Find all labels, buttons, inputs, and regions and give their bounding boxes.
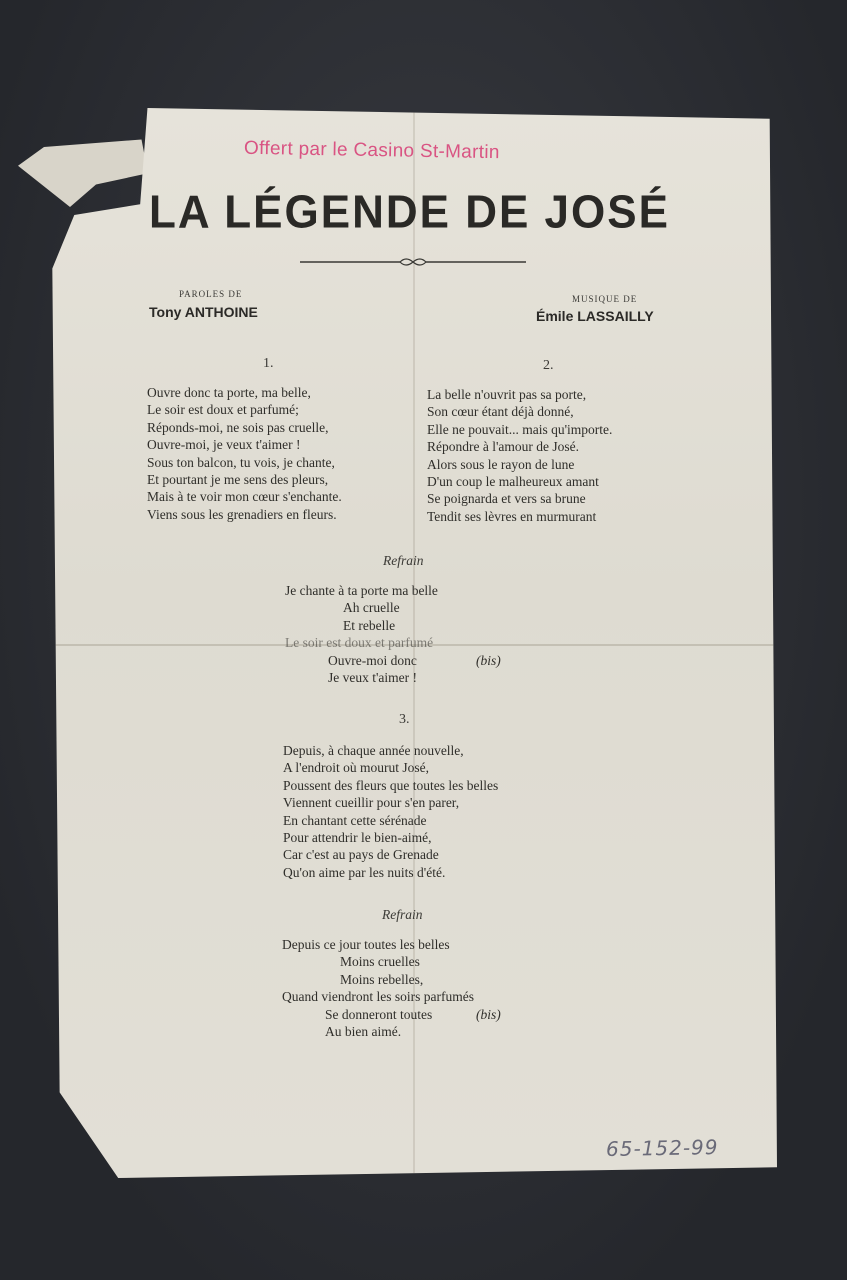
bis-marker: (bis)	[476, 1007, 501, 1022]
verse-line: Qu'on aime par les nuits d'été.	[283, 864, 446, 880]
verse-line: Depuis, à chaque année nouvelle,	[283, 743, 464, 758]
composer-name: Émile LASSAILLY	[536, 308, 654, 324]
refrain-line: Ouvre-moi donc	[328, 652, 417, 668]
verse-line: Viens sous les grenadiers en fleurs.	[147, 506, 337, 522]
bis-marker: (bis)	[476, 653, 501, 668]
verse-1	[147, 384, 342, 523]
verse-line: Mais à te voir mon cœur s'enchante.	[147, 489, 342, 505]
refrain-line: Et rebelle	[343, 617, 396, 633]
lyrics-label: PAROLES DE	[179, 289, 243, 299]
divider-ornament	[300, 256, 526, 268]
refrain-line: Le soir est doux et parfumé	[285, 635, 434, 651]
verse-1-number: 1.	[263, 356, 274, 371]
refrain-line: Se donneront toutes	[325, 1006, 433, 1022]
refrain-2-title: Refrain	[382, 907, 423, 922]
verse-line: Ouvre donc ta porte, ma belle,	[147, 385, 311, 400]
verse-line: A l'endroit où mourut José,	[283, 760, 430, 776]
verse-line: Ouvre-moi, je veux t'aimer !	[147, 437, 301, 453]
refrain-line: Au bien aimé.	[325, 1024, 402, 1040]
verse-line: En chantant cette sérénade	[283, 812, 427, 828]
verse-line: Pour attendrir le bien-aimé,	[283, 830, 432, 846]
refrain-2	[282, 936, 474, 1040]
verse-line: D'un coup le malheureux amant	[427, 474, 599, 490]
archive-number: 65-152-99	[605, 1135, 719, 1161]
verse-line: Viennent cueillir pour s'en parer,	[283, 795, 460, 811]
verse-line: Se poignarda et vers sa brune	[427, 491, 586, 507]
verse-2-number: 2.	[543, 358, 554, 373]
verse-3-number: 3.	[399, 712, 410, 727]
refrain-line: Quand viendront les soirs parfumés	[282, 989, 474, 1005]
verse-line: Alors sous le rayon de lune	[427, 456, 575, 472]
verse-line: Répondre à l'amour de José.	[427, 439, 580, 455]
verse-line: La belle n'ouvrit pas sa porte,	[427, 387, 587, 402]
verse-line: Réponds-moi, ne sois pas cruelle,	[147, 419, 329, 435]
refrain-line: Ah cruelle	[343, 600, 400, 616]
refrain-1	[285, 582, 438, 686]
refrain-line: Moins cruelles	[340, 954, 420, 970]
verse-2	[427, 386, 612, 525]
verse-line: Et pourtant je me sens des pleurs,	[147, 472, 329, 488]
verse-3	[283, 742, 498, 881]
refrain-line: Je chante à ta porte ma belle	[285, 583, 438, 598]
verse-line: Le soir est doux et parfumé;	[147, 402, 299, 418]
verse-line: Tendit ses lèvres en murmurant	[427, 508, 597, 524]
verse-line: Poussent des fleurs que toutes les belles	[283, 777, 499, 793]
refrain-line: Depuis ce jour toutes les belles	[282, 937, 450, 952]
verse-line: Elle ne pouvait... mais qu'importe.	[427, 421, 613, 437]
song-title: LA LÉGENDE DE JOSÉ	[149, 186, 670, 239]
refrain-line: Moins rebelles,	[340, 971, 424, 987]
refrain-1-title: Refrain	[383, 553, 424, 568]
pink-stamp: Offert par le Casino St-Martin	[243, 137, 500, 164]
music-label: MUSIQUE DE	[572, 294, 638, 304]
verse-line: Son cœur étant déjà donné,	[427, 404, 574, 420]
verse-line: Car c'est au pays de Grenade	[283, 847, 439, 863]
lyricist-name: Tony ANTHOINE	[149, 304, 258, 320]
refrain-line: Je veux t'aimer !	[328, 670, 418, 686]
verse-line: Sous ton balcon, tu vois, je chante,	[147, 454, 335, 470]
